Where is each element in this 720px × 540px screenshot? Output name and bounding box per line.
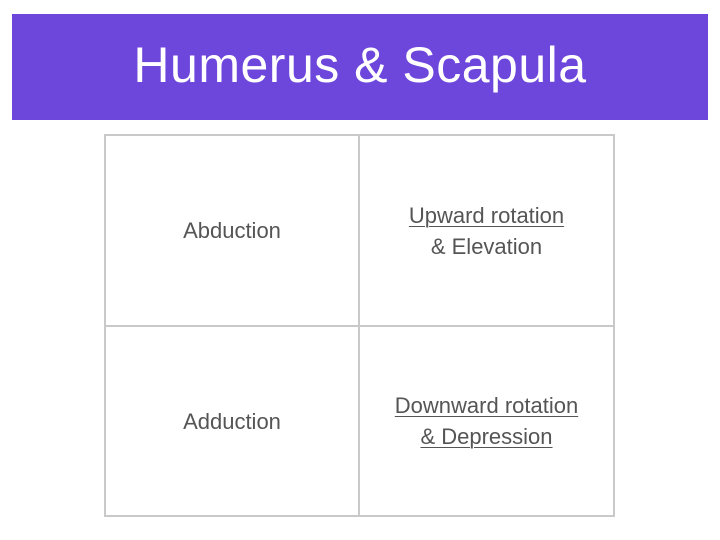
table-cell-scapula-1 (360, 136, 613, 327)
movement-table (104, 134, 615, 517)
table-cell-scapula-2 (360, 327, 613, 515)
scapula-movement-link[interactable] (395, 390, 578, 452)
scapula-movement-line[interactable]: Upward rotation (408, 202, 565, 228)
slide-title: Humerus & Scapula (133, 37, 587, 93)
table-cell-humerus-1 (106, 136, 360, 327)
scapula-movement-link[interactable] (409, 200, 564, 262)
scapula-movement-line[interactable]: Downward rotation (394, 393, 579, 418)
table-cell-humerus-2 (106, 327, 360, 515)
scapula-movement-line[interactable]: & Depression (420, 424, 553, 449)
humerus-movement-label: Abduction (183, 218, 281, 243)
title-banner (12, 14, 708, 120)
humerus-movement-label: Adduction (183, 408, 281, 434)
scapula-movement-line: & Elevation (430, 233, 543, 259)
